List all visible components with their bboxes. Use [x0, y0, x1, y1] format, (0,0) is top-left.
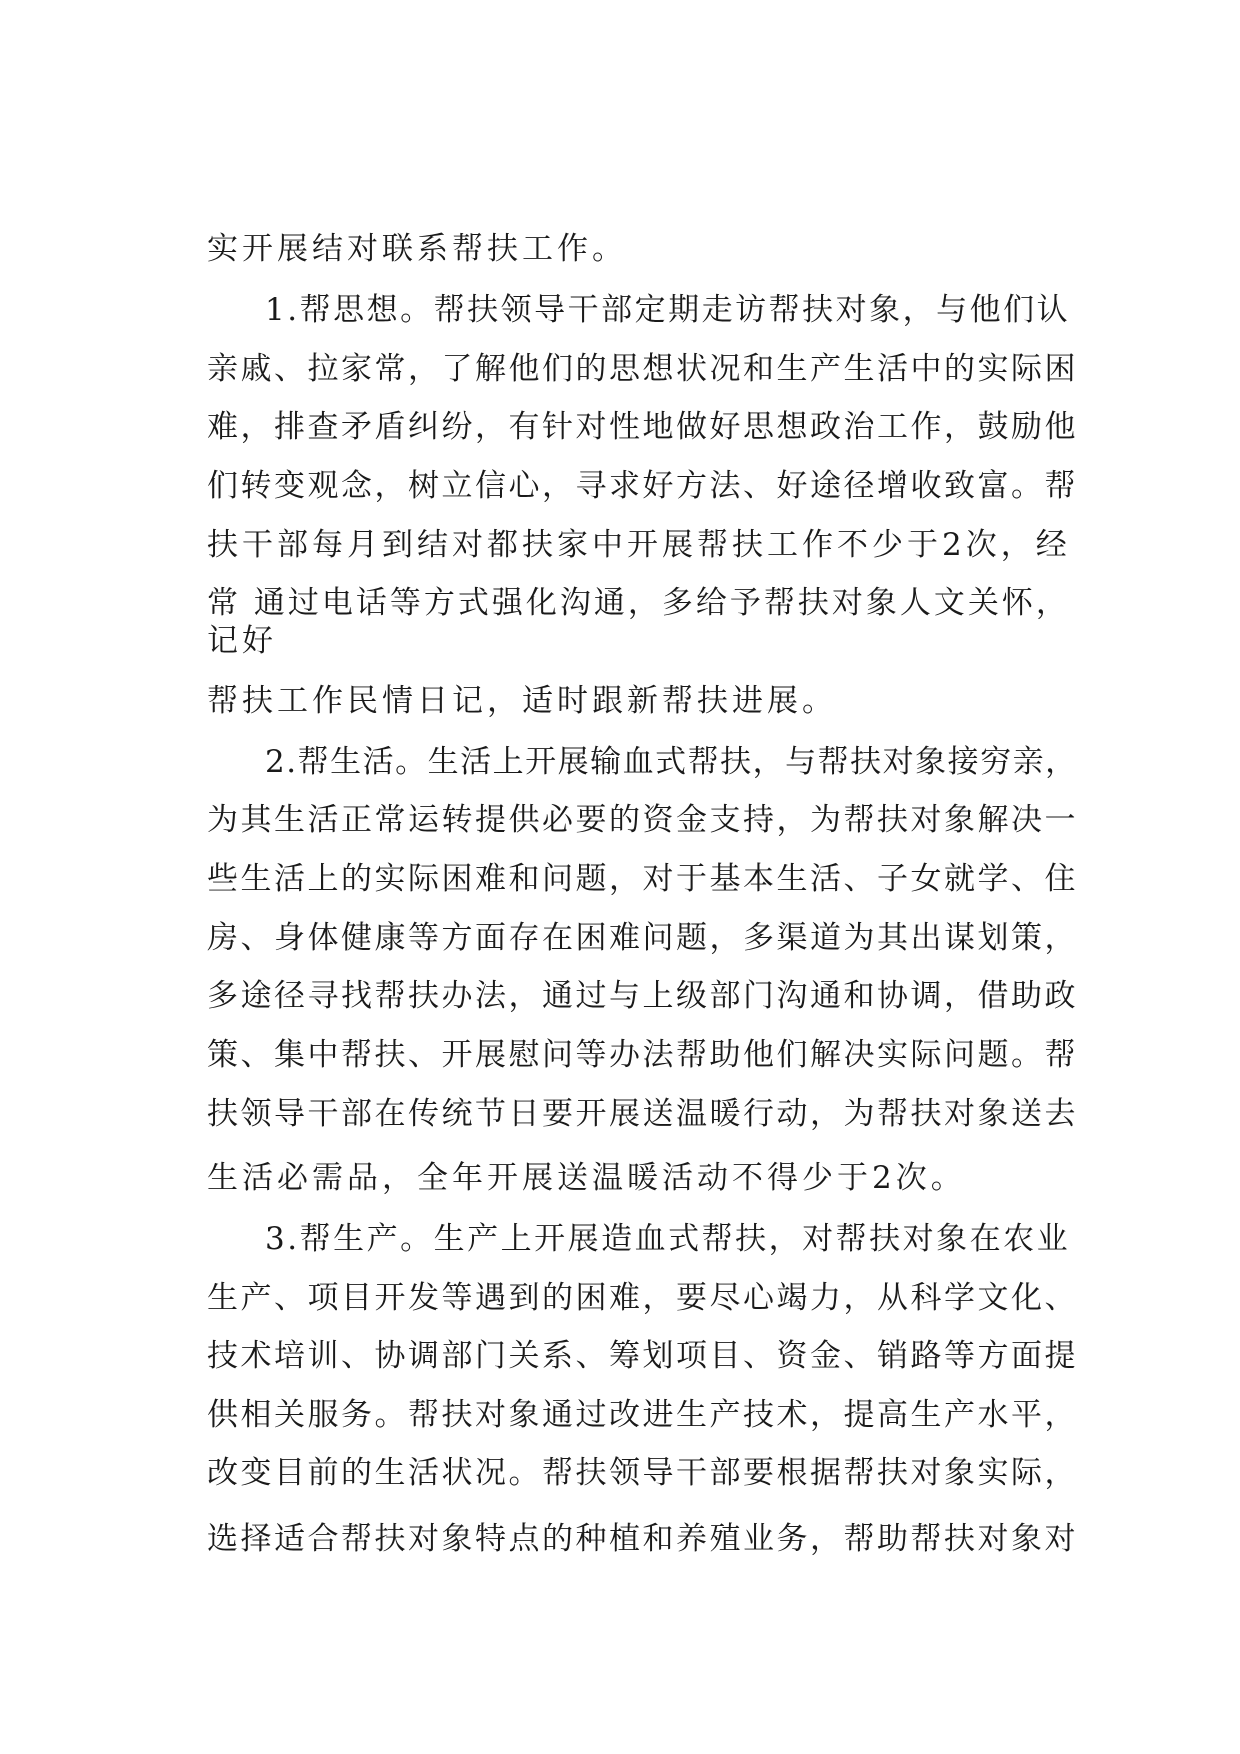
text-line: 策、集中帮扶、开展慰问等办法帮助他们解决实际问题。帮	[207, 1037, 1078, 1073]
text-line: 多途径寻找帮扶办法，通过与上级部门沟通和协调，借助政	[207, 978, 1078, 1014]
text-line: 扶领导干部在传统节日要开展送温暖行动，为帮扶对象送去	[207, 1096, 1078, 1132]
text-line: 2.帮生活。生活上开展输血式帮扶，与帮扶对象接穷亲，	[265, 744, 1078, 780]
text-line: 常 通过电话等方式强化沟通，多给予帮扶对象人文关怀，	[207, 585, 1070, 621]
text-line: 1.帮思想。帮扶领导干部定期走访帮扶对象，与他们认	[265, 292, 1071, 328]
text-line: 生活必需品，全年开展送温暖活动不得少于2次。	[207, 1160, 966, 1196]
text-line: 生产、项目开发等遇到的困难，要尽心竭力，从科学文化、	[207, 1280, 1078, 1316]
text-line: 帮扶工作民情日记，适时跟新帮扶进展。	[207, 683, 837, 719]
text-line: 3.帮生产。生产上开展造血式帮扶，对帮扶对象在农业	[265, 1221, 1071, 1257]
text-line: 记好	[207, 623, 277, 659]
text-line: 些生活上的实际困难和问题，对于基本生活、子女就学、住	[207, 861, 1078, 897]
text-line: 们转变观念，树立信心，寻求好方法、好途径增收致富。帮	[207, 468, 1078, 504]
text-line: 技术培训、协调部门关系、筹划项目、资金、销路等方面提	[207, 1338, 1078, 1374]
text-line: 扶干部每月到结对都扶家中开展帮扶工作不少于2次，经	[207, 527, 1071, 563]
text-line: 供相关服务。帮扶对象通过改进生产技术，提高生产水平，	[207, 1397, 1078, 1433]
text-line: 房、身体健康等方面存在困难问题，多渠道为其出谋划策，	[207, 920, 1078, 956]
text-line: 为其生活正常运转提供必要的资金支持，为帮扶对象解决一	[207, 802, 1078, 838]
text-line: 亲戚、拉家常，了解他们的思想状况和生产生活中的实际困	[207, 351, 1078, 387]
text-line: 实开展结对联系帮扶工作。	[207, 231, 627, 267]
text-line: 难，排查矛盾纠纷，有针对性地做好思想政治工作，鼓励他	[207, 409, 1078, 445]
text-line: 选择适合帮扶对象特点的种植和养殖业务，帮助帮扶对象对	[207, 1521, 1078, 1557]
text-line: 改变目前的生活状况。帮扶领导干部要根据帮扶对象实际，	[207, 1455, 1078, 1491]
